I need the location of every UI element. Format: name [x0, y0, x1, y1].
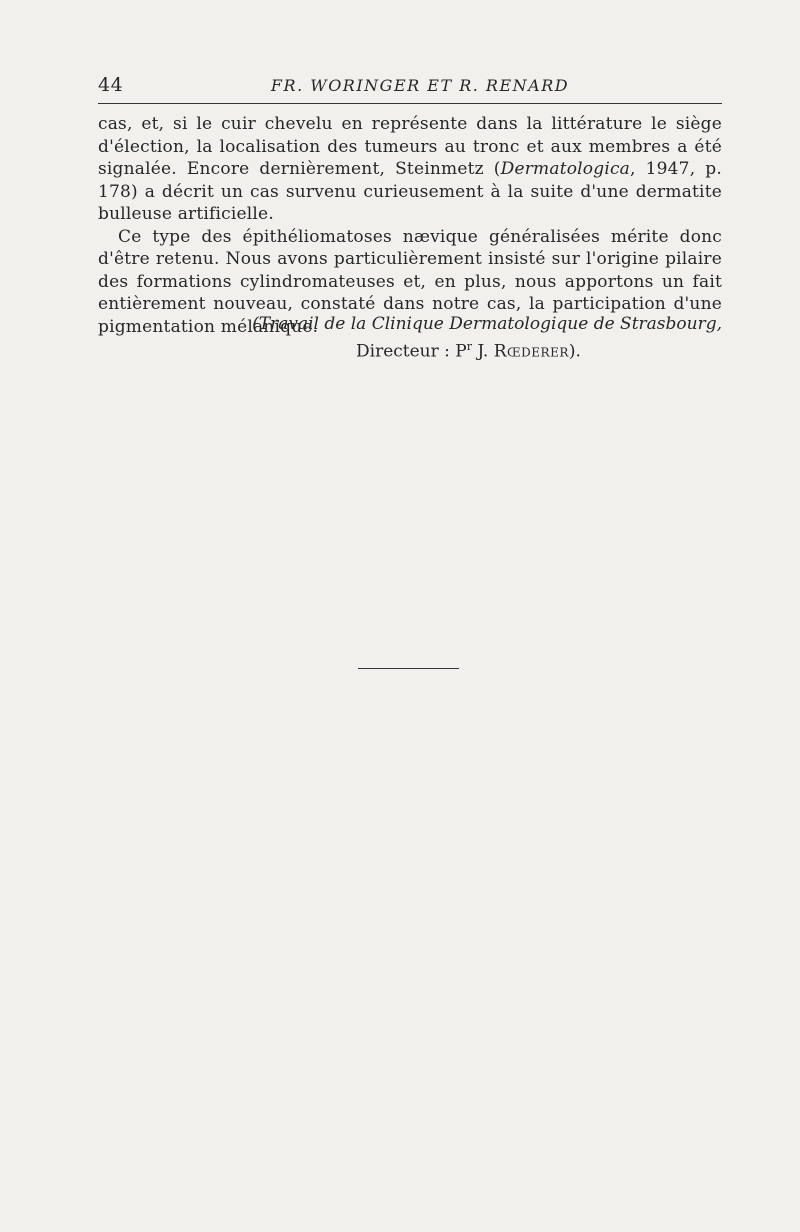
- end-rule: [358, 668, 459, 669]
- paragraph-1-part-a: cas, et, si le cuir chevelu en représente dans la littérature le siège d'élection, la localisation des tumeurs au tronc et aux membres a été signalée. Encore dernièrement, Steinmetz (: [98, 114, 722, 179]
- credit-line-institution: (Travail de la Clinique Dermatologique de Strasbourg,: [252, 314, 722, 334]
- page-number: 44: [98, 74, 124, 96]
- paragraph-1: [98, 113, 722, 226]
- director-suffix: ).: [568, 341, 581, 362]
- director-name: Rœderer: [493, 341, 569, 362]
- director-prefix: Directeur : P: [356, 341, 467, 362]
- paragraph-2: Ce type des épithéliomatoses nævique généralisées mérite donc d'être retenu. Nous avons particulièrement insisté sur l'origine pilaire des formations cylindromateuses et, en plus, nous apportons un fait entièrement nouveau, constaté dans notre cas, la participation d'une pigmentation mélanique.: [98, 226, 722, 337]
- page-header: [98, 74, 722, 100]
- running-head: FR. WORINGER ET R. RENARD: [270, 76, 570, 95]
- header-rule: [98, 103, 722, 104]
- journal-title: Dermatologica: [500, 159, 631, 179]
- body-text: [98, 113, 722, 338]
- credit-line-director: [98, 336, 722, 363]
- director-title-sup: r: [466, 340, 472, 353]
- director-initial: J.: [471, 341, 494, 362]
- paragraph-1-part-b: , 1947, p. 178) a décrit un cas survenu curieusement à la suite d'une dermatite bulleuse artificielle.: [98, 159, 722, 224]
